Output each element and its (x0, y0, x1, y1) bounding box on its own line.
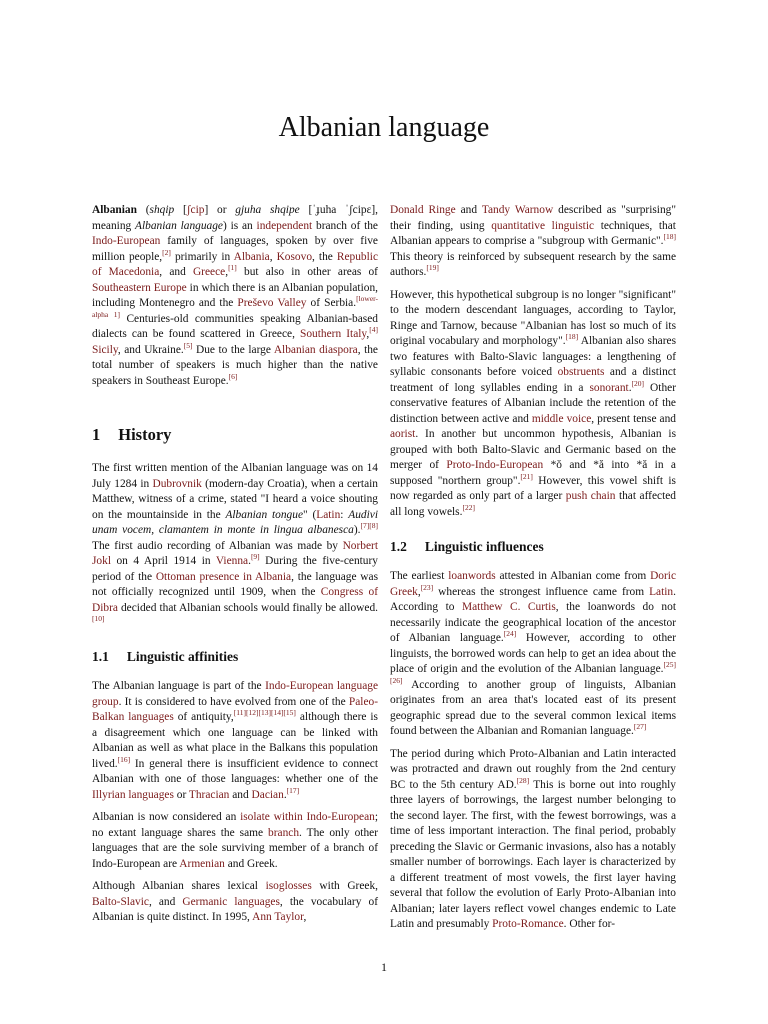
footnote-ref[interactable]: [lower-alpha 1] (92, 294, 378, 319)
text: and (455, 204, 482, 216)
affinities-paragraph-2 (92, 810, 378, 872)
text: , and (148, 895, 183, 908)
text: , and Ukraine. (117, 343, 184, 356)
text: and (229, 788, 252, 801)
link-donald-ringe[interactable]: Donald Ringe (390, 204, 456, 216)
text: , and (159, 266, 193, 278)
text: During the five-century period of the (92, 555, 378, 583)
text: although there is a disagreement which one language can be linked with Albanian as well as what place in the Balkans this population lived. (92, 711, 378, 770)
affinities-block (92, 679, 378, 933)
link-presevo-valley[interactable]: Preševo Valley (237, 297, 307, 309)
text: " ( (303, 508, 317, 521)
link-indo-european[interactable]: Indo-European (92, 235, 161, 247)
link-independent[interactable]: independent (256, 219, 313, 232)
link-norbert-jokl[interactable]: Norbert Jokl (92, 539, 378, 567)
text: [ (174, 204, 187, 216)
citation[interactable]: [25][26] (390, 660, 676, 685)
section-number: 1.1 (92, 649, 109, 664)
text: ( (136, 204, 150, 216)
link-southern-italy[interactable]: Southern Italy (300, 328, 367, 340)
influences-paragraph-2 (390, 747, 676, 933)
citation[interactable]: [27] (633, 722, 647, 732)
subsection-heading-influences (390, 539, 544, 555)
link-ann-taylor[interactable]: Ann Taylor (252, 911, 304, 923)
link-armenian[interactable]: Armenian (179, 857, 225, 870)
link-matthew-c-curtis[interactable]: Matthew C. Curtis (461, 601, 556, 613)
text: of antiquity, (173, 711, 234, 723)
link-branch[interactable]: branch (268, 826, 300, 839)
citation[interactable]: [16] (117, 754, 131, 764)
link-proto-romance[interactable]: Proto-Romance (492, 918, 564, 930)
text: , the total number of speakers is much higher than the native speakers in Southeast Europe. (92, 343, 378, 387)
text: with Greek, (311, 880, 378, 892)
text: The Albanian language is part of the (92, 680, 266, 692)
text: on 4 April 1914 in (111, 555, 216, 567)
text: This is borne out into roughly three layers of borrowings, the largest number belonging to the second layer. The first, with the fewest borrowings, was a time of less important interaction. The final period, probably preceding the Slavic or Germanic invasions, also has a notably smaller number of borrowings. Each layer is characterized by a different treatment of most vowels, the first layer having several that follow the evolution of Early Proto-Albanian into Albanian; later layers reflect vowel changes endemic to Late Latin and presumably (390, 778, 677, 930)
text: Although Albanian shares lexical (92, 880, 266, 892)
link-illyrian-languages[interactable]: Illyrian languages (92, 788, 174, 801)
text: but also in other areas of (236, 266, 378, 278)
text: , (366, 328, 370, 340)
link-republic-of-macedonia[interactable]: Republic of Macedonia (92, 250, 378, 278)
link-albanian-diaspora[interactable]: Albanian diaspora (273, 343, 358, 356)
intro-paragraph (92, 203, 378, 389)
text: that affected all long vowels. (390, 490, 676, 518)
text: (modern-day Croatia), when a certain Matthew, witness of a crime, stated "I heard a voice shouting on the mountainside in the (92, 477, 378, 521)
text: primarily in (170, 250, 234, 263)
text: branch of the (312, 219, 378, 232)
text: , (417, 585, 421, 598)
link-southeastern-europe[interactable]: Southeastern Europe (92, 281, 187, 294)
section-title: Linguistic affinities (126, 649, 239, 664)
text: whereas the strongest influence came from (433, 585, 650, 598)
text: attested in Albanian come from (495, 570, 651, 582)
intro-block (92, 203, 378, 396)
text: However, this hypothetical subgroup is no longer "significant" to the modern descendant languages, according to Taylor, Ringe and Tarnow, because "Albanian has lost so much of its original vocabulary and morphology". (390, 288, 676, 347)
link-latin[interactable]: Latin (649, 585, 674, 598)
text: , the vocabulary of Albanian is quite distinct. In 1995, (92, 895, 378, 923)
text: , (303, 911, 307, 923)
text: and Greek. (224, 857, 278, 870)
citation[interactable]: [19] (426, 263, 439, 273)
history-paragraph (92, 461, 378, 632)
right-top-block (390, 203, 676, 527)
link-loanwords[interactable]: loanwords (448, 570, 496, 582)
text: However, according to other linguists, the borrowed words can help to get an idea about the place of origin and the evolution of the Albanian language. (390, 632, 676, 675)
text: , the language was not officially recognized until 1909, when the (92, 570, 378, 598)
citation[interactable]: [11][12][13][14][15] (233, 708, 296, 718)
link-dubrovnik[interactable]: Dubrovnik (152, 477, 202, 490)
text: techniques, that Albanian appears to comprise a "subgroup with Germanic". (390, 219, 676, 247)
link-middle-voice[interactable]: middle voice (531, 412, 592, 425)
link-latin[interactable]: Latin (316, 508, 341, 521)
influences-paragraph-1 (390, 569, 676, 740)
text: *ŏ and *ă into *ă in a supposed "northern group". (390, 459, 676, 487)
citation[interactable]: [18] (663, 232, 676, 242)
text: , the (312, 250, 337, 263)
link-vienna[interactable]: Vienna (215, 555, 249, 567)
right-paragraph-1 (390, 203, 676, 281)
citation[interactable]: [22] (462, 502, 475, 512)
text: , present tense and (591, 412, 676, 425)
text: of Serbia. (306, 297, 357, 309)
citation[interactable]: [24] (503, 629, 517, 639)
link-tandy-warnow[interactable]: Tandy Warnow (481, 204, 554, 216)
link-balto-slavic[interactable]: Balto-Slavic (92, 895, 149, 908)
citation[interactable]: [20] (631, 378, 645, 388)
text: , (269, 250, 277, 263)
link-sicily[interactable]: Sicily (92, 343, 118, 356)
italic-text: Audivi unam vocem, clamantem in monte in lingua albanesca (92, 508, 378, 536)
text: . The only other languages that are the sole surviving member of a branch of Indo-European are (92, 826, 378, 870)
intro-bold-term: Albanian (92, 204, 137, 216)
link-indo-european-language-group[interactable]: Indo-European language group (92, 680, 378, 708)
text: ] or (204, 204, 236, 216)
citation[interactable]: [18] (565, 332, 579, 342)
text: The first audio recording of Albanian was made by (92, 539, 343, 552)
citation[interactable]: [2] (162, 247, 171, 257)
affinities-paragraph-3 (92, 879, 378, 926)
text: . In another but uncommon hypothesis, Albanian is grouped with both Balto-Slavic and Germanic based on the merger of (390, 428, 676, 471)
link-push-chain[interactable]: push chain (565, 490, 616, 502)
text: In general there is insufficient evidence to connect Albanian with one of those languages: whether one of the (92, 757, 378, 785)
section-number: 1 (92, 425, 101, 444)
text: ; no extant language shares the same (92, 811, 378, 839)
link-congress-of-dibra[interactable]: Congress of Dibra (92, 586, 379, 614)
link-sonorant[interactable]: sonorant (589, 381, 629, 394)
ipa-link[interactable]: ʃcip (186, 204, 205, 216)
link-aorist[interactable]: aorist (390, 428, 416, 440)
link-ottoman-presence[interactable]: Ottoman presence in Albania (155, 570, 292, 583)
text: . (248, 555, 251, 567)
section-title: History (118, 425, 172, 444)
history-block (92, 461, 378, 639)
citation[interactable]: [7][8] (360, 521, 378, 531)
text: , the loanwords do not necessarily indicate the geographical location of the ancestor of Albanian language. (390, 601, 676, 644)
italic-text: shqip (149, 204, 175, 216)
affinities-paragraph-1 (92, 679, 378, 803)
text: . Other for- (563, 918, 615, 930)
italic-text: Albanian language (135, 219, 223, 232)
text: Albanian is now considered an (92, 811, 241, 823)
link-isoglosses[interactable]: isoglosses (265, 880, 312, 892)
text: This theory is reinforced by subsequent research by the same authors. (390, 250, 676, 278)
text: : (340, 508, 349, 521)
text: . According to (390, 585, 676, 613)
link-proto-indo-european[interactable]: Proto-Indo-European (446, 459, 544, 471)
text: The earliest (390, 570, 449, 582)
text: ) is an (222, 219, 257, 232)
text: According to another group of linguists, Albanian originates from an area that's located east of its present geographic spread due to the several common lexical items found between the Albanian and Romanian language. (390, 678, 676, 737)
text: Due to the large (192, 343, 274, 356)
link-dacian[interactable]: Dacian (251, 788, 284, 801)
citation[interactable]: [28] (516, 775, 530, 785)
text: family of languages, spoken by over five million people, (92, 235, 378, 263)
text: Other conservative features of Albanian include the retention of the distinction between active and (390, 381, 676, 425)
link-isolate[interactable]: isolate within Indo-European (240, 811, 375, 823)
link-doric-greek[interactable]: Doric Greek (390, 570, 676, 598)
italic-text: gjuha shqipe (235, 204, 300, 216)
link-kosovo[interactable]: Kosovo (276, 250, 313, 263)
text: or (173, 788, 189, 801)
text: Centuries-old communities speaking Albanian-based dialects can be found scattered in Greece, (92, 312, 378, 340)
section-number: 1.2 (390, 539, 407, 554)
text: . (628, 381, 632, 394)
text: described as "surprising" their finding, using (390, 204, 677, 232)
link-obstruents[interactable]: obstruents (557, 366, 605, 378)
text: The first written mention of the Albanian language was on 14 July 1284 in (92, 462, 378, 490)
right-paragraph-2 (390, 288, 676, 521)
link-quantitative-linguistic[interactable]: quantitative linguistic (491, 219, 595, 232)
citation[interactable]: [4] (369, 325, 378, 335)
text: . (283, 788, 287, 801)
text: [ˈɟuha ˈʃcipɛ], meaning (92, 204, 378, 232)
citation[interactable]: [21] (520, 471, 533, 481)
text: The period during which Proto-Albanian and Latin interacted was protracted and drawn out roughly from the 2nd century BC to the 5th century AD. (390, 747, 676, 791)
citation[interactable]: [23] (420, 582, 434, 592)
link-albania[interactable]: Albania (233, 250, 270, 263)
text: Albanian also shares two features with Balto-Slavic languages: a lengthening of syllabic consonants before voiced (390, 335, 676, 378)
subsection-heading-affinities (92, 649, 238, 665)
citation[interactable]: [1] (228, 263, 237, 273)
page-number: 1 (381, 960, 387, 974)
text: However, this vowel shift is now regarded as only part of a larger (390, 474, 676, 502)
text: decided that Albanian schools would finally be allowed. (117, 601, 378, 614)
citation[interactable]: [10] (92, 614, 105, 624)
text: . It is considered to have evolved from one of the (118, 695, 349, 708)
text: in which there is an Albanian population, including Montenegro and the (92, 281, 378, 309)
section-heading-history (92, 425, 171, 445)
citation[interactable]: [5] (183, 340, 193, 350)
page-title: Albanian language (278, 112, 490, 143)
section-title: Linguistic influences (424, 539, 544, 554)
citation[interactable]: [17] (286, 785, 300, 795)
text: , (225, 266, 229, 278)
link-paleo-balkan-languages[interactable]: Paleo-Balkan languages (92, 695, 378, 723)
link-germanic-languages[interactable]: Germanic languages (182, 895, 280, 908)
text: ). (353, 524, 361, 536)
citation[interactable]: [9] (250, 552, 260, 562)
text: and a distinct treatment of long syllables ending in a (390, 366, 676, 394)
influences-block (390, 569, 676, 940)
link-greece[interactable]: Greece (192, 266, 226, 278)
italic-text: Albanian tongue (225, 508, 303, 521)
citation[interactable]: [6] (228, 371, 238, 381)
link-thracian[interactable]: Thracian (188, 788, 230, 801)
